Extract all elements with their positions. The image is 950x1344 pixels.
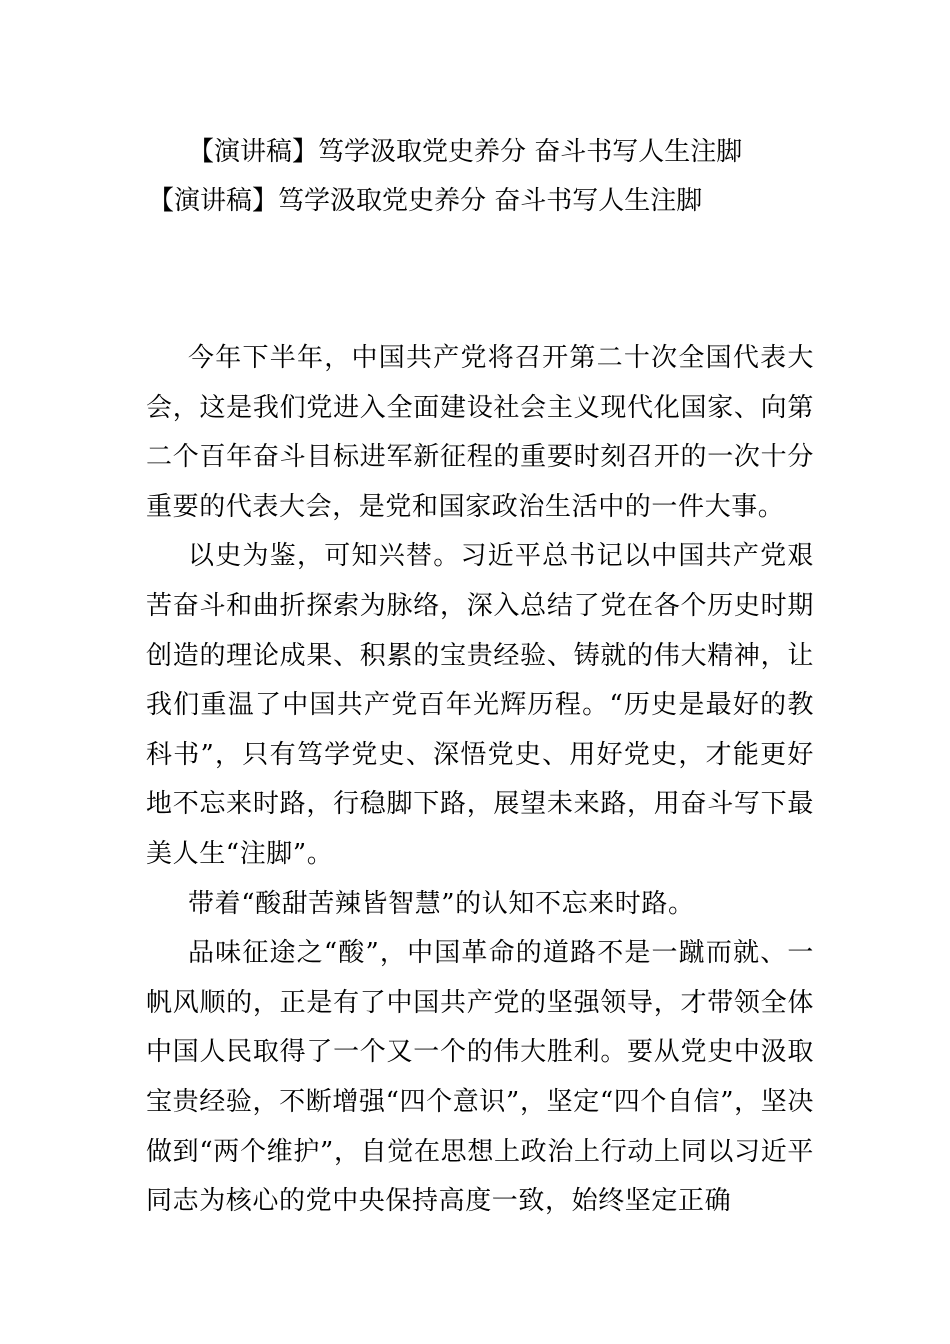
paragraph-3: 带着“酸甜苦辣皆智慧”的认知不忘来时路。 (188, 888, 695, 919)
document-subtitle: 【演讲稿】笃学汲取党史养分 奋斗书写人生注脚 (148, 186, 703, 216)
paragraph-4: 品味征途之“酸”，中国革命的道路不是一蹴而就、一帆风顺的，正是有了中国共产党的坚强领导，才带领全体中国人民取得了一个又一个的伟大胜利。要从党史中汲取宝贵经验，不断增强“四个意识”，坚定“四个自信”，坚决做到“两个维护”，自觉在思想上政治上行动上同以习近平同志为核心的党中央保持高度一致，始终坚定正确 (146, 938, 814, 1217)
document-title: 【演讲稿】笃学汲取党史养分 奋斗书写人生注脚 (188, 137, 743, 167)
document-body (146, 334, 814, 1227)
paragraph-1: 今年下半年，中国共产党将召开第二十次全国代表大会，这是我们党进入全面建设社会主义现代化国家、向第二个百年奋斗目标进军新征程的重要时刻召开的一次十分重要的代表大会，是党和国家政治生活中的一件大事。 (146, 343, 814, 522)
paragraph-2: 以史为鉴，可知兴替。习近平总书记以中国共产党艰苦奋斗和曲折探索为脉络，深入总结了党在各个历史时期创造的理论成果、积累的宝贵经验、铸就的伟大精神，让我们重温了中国共产党百年光辉历程。“历史是最好的教科书”，只有笃学党史、深悟党史、用好党史，才能更好地不忘来时路，行稳脚下路，展望未来路，用奋斗写下最美人生“注脚”。 (146, 541, 814, 869)
